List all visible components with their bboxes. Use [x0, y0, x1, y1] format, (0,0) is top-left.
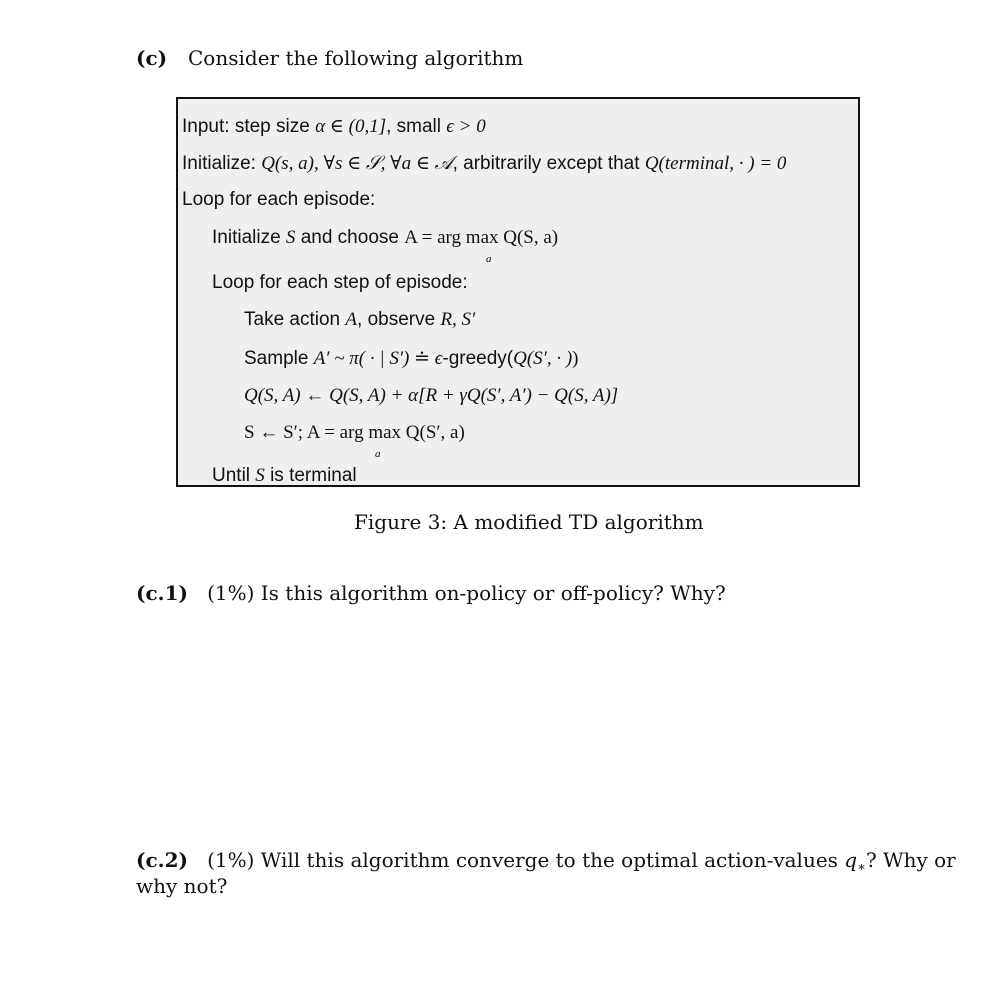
- algorithm-box: [176, 97, 860, 487]
- sample-math: A′ ~ π( · | S′) ≐ ϵ: [313, 348, 443, 369]
- question-c1-label: (c.1): [136, 581, 188, 605]
- init-s-label-1: Initialize: [212, 227, 286, 248]
- take-action-mid: , observe: [357, 309, 441, 330]
- algo-input-line: [182, 115, 486, 138]
- question-c2: [136, 848, 956, 875]
- part-c-label: (c): [136, 46, 168, 70]
- question-c2-line2: why not?: [136, 874, 228, 898]
- take-action-a: A: [345, 309, 358, 330]
- question-c2-qstar-sub: ∗: [857, 860, 866, 876]
- question-c1-text: (1%) Is this algorithm on-policy or off-policy? Why?: [207, 581, 726, 605]
- algo-update-line: Q(S, A) ← Q(S, A) + α[R + γQ(S′, A′) − Q(S, A)]: [244, 385, 619, 406]
- init-math-terminal: Q(terminal, · ) = 0: [644, 153, 787, 174]
- question-c2-qstar: q: [844, 848, 858, 872]
- algo-init-s-line: [212, 227, 558, 249]
- algo-until-line: [212, 465, 357, 487]
- input-label: Input: step size: [182, 116, 316, 137]
- take-action-label: Take action: [244, 309, 346, 330]
- algo-sample-line: [244, 347, 579, 370]
- until-label-2: is terminal: [264, 465, 357, 486]
- argmax-subscript-2: a: [375, 448, 381, 460]
- init-s-label-2: and choose: [295, 227, 405, 248]
- algo-loop-step: Loop for each step of episode:: [212, 272, 468, 293]
- question-c1: [136, 581, 726, 605]
- algo-assign-line: S ← S′; A = arg max Q(S′, a): [244, 422, 465, 443]
- algo-take-action-line: [244, 309, 475, 331]
- argmax-subscript-1: a: [486, 253, 492, 265]
- input-mid: , small: [386, 116, 447, 137]
- question-c2-text-b: ? Why or: [865, 848, 956, 872]
- sample-close: ): [572, 348, 579, 369]
- until-label-1: Until: [212, 465, 256, 486]
- init-label: Initialize:: [182, 153, 262, 174]
- init-math-q: Q(s, a), ∀s ∈ 𝒮, ∀a ∈ 𝒜: [261, 153, 453, 174]
- sample-q: Q(S′, · ): [513, 348, 573, 369]
- algo-loop-episode: Loop for each episode:: [182, 189, 376, 210]
- sample-greedy: -greedy(: [442, 348, 514, 369]
- init-s-argmax-math: A = arg max Q(S, a): [404, 227, 559, 248]
- sample-label: Sample: [244, 348, 314, 369]
- init-s-var: S: [285, 227, 296, 248]
- figure-caption: Figure 3: A modified TD algorithm: [354, 510, 704, 534]
- input-math-alpha: α ∈ (0,1]: [315, 116, 387, 137]
- part-c-intro: Consider the following algorithm: [188, 46, 524, 70]
- until-var: S: [255, 465, 265, 486]
- algo-initialize-line: [182, 152, 786, 175]
- init-mid: , arbitrarily except that: [452, 153, 645, 174]
- take-action-rs: R, S′: [440, 309, 476, 330]
- question-c2-label: (c.2): [136, 848, 188, 872]
- question-c2-text-a: (1%) Will this algorithm converge to the optimal action-values: [207, 848, 845, 872]
- input-math-epsilon: ϵ > 0: [446, 116, 486, 137]
